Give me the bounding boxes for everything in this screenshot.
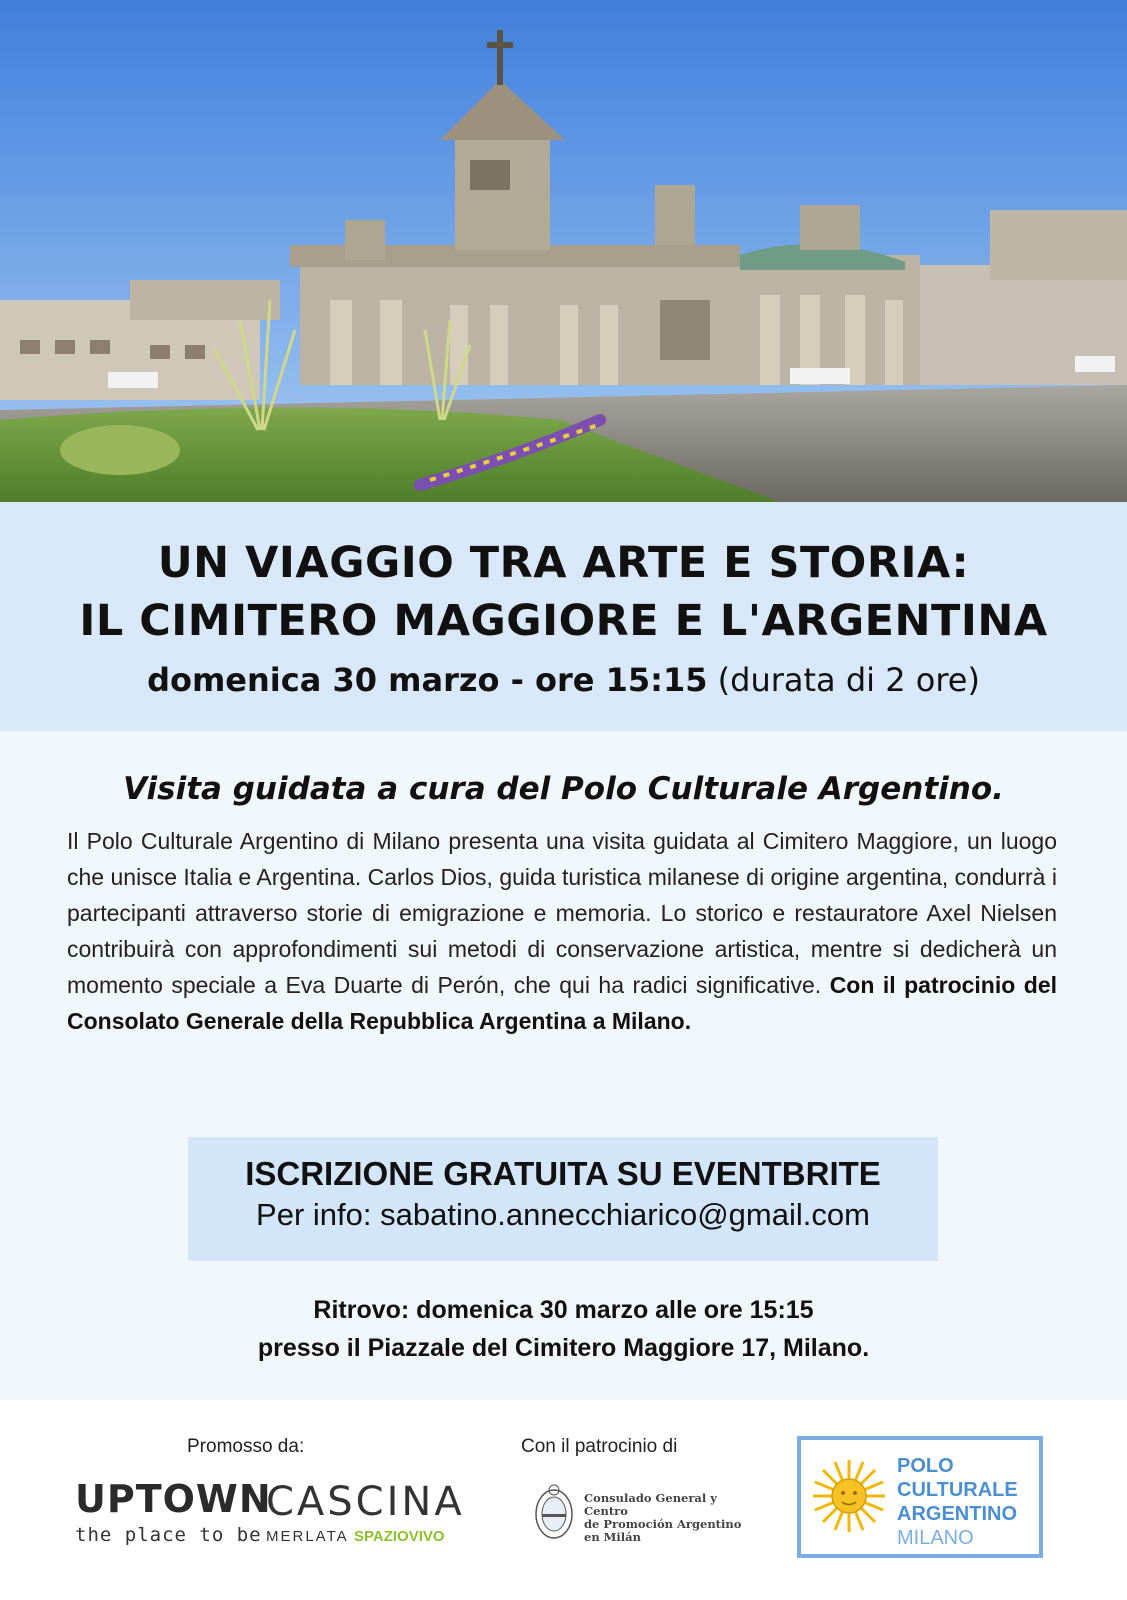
title-line-2: IL CIMITERO MAGGIORE E L'ARGENTINA (79, 596, 1048, 646)
footer (0, 1400, 1127, 1600)
uptown-logo (75, 1477, 272, 1546)
polo-line-3: ARGENTINO (897, 1503, 1017, 1525)
registration-box (188, 1137, 938, 1261)
title-band (0, 502, 1127, 731)
registration-info[interactable]: Per info: sabatino.annecchiarico@gmail.com (256, 1197, 870, 1232)
meeting-line-1: Ritrovo: domenica 30 marzo alle ore 15:15 (313, 1296, 814, 1324)
consulate-line-1: Consulado General y Centro (584, 1491, 717, 1518)
event-date (0, 661, 1127, 699)
uptown-tagline: the place to be (75, 1524, 262, 1546)
event-duration: (durata di 2 ore) (717, 661, 980, 699)
hero-photo (0, 0, 1127, 502)
cascina-logo (266, 1479, 465, 1545)
consulate-logo (532, 1478, 762, 1548)
registration-title: ISCRIZIONE GRATUITA SU EVENTBRITE (245, 1155, 881, 1192)
argentina-seal-icon (532, 1478, 576, 1548)
consulate-line-2: de Promoción Argentino (584, 1517, 742, 1531)
cascina-sub1: MERLATA (266, 1528, 348, 1545)
polo-line-4: MILANO (897, 1527, 974, 1549)
polo-line-2: CULTURALE (897, 1479, 1018, 1501)
consulate-text (584, 1492, 762, 1544)
cascina-sub (266, 1528, 465, 1545)
cascina-name: CASCINA (266, 1479, 465, 1525)
event-date-bold: domenica 30 marzo - ore 15:15 (147, 661, 708, 699)
polo-text (897, 1454, 1018, 1550)
meeting-info (0, 1291, 1127, 1367)
polo-line-1: POLO (897, 1455, 954, 1477)
uptown-name: UPTOWN (75, 1477, 272, 1521)
description-patronage: Con il patrocinio del Consolato Generale della Repubblica Argentina a Milano. (67, 972, 1058, 1034)
title-line-1: UN VIAGGIO TRA ARTE E STORIA: (157, 538, 970, 588)
consulate-line-3: en Milán (584, 1530, 641, 1544)
meeting-line-2: presso il Piazzale del Cimitero Maggiore 17, Milano. (257, 1334, 870, 1362)
promoted-label: Promosso da: (187, 1436, 305, 1457)
description-text: Il Polo Culturale Argentino di Milano presenta una visita guidata al Cimitero Maggiore, un luogo che unisce Italia e Argentina. Carlos Dios, guida turistica milanese di origine argentina, condurrà i partecipanti attraverso storie di emigrazione e memoria. Lo storico e restauratore Axel Nielsen contribuirà con approfondimenti sui metodi di conservazione artistica, mentre si dedicherà un momento speciale a Eva Duarte di Perón, che qui ha radici significative. (67, 828, 1057, 998)
description-paragraph (67, 823, 1057, 1039)
sun-of-may-icon (811, 1458, 887, 1534)
subtitle: Visita guidata a cura del Polo Culturale Argentino. (123, 771, 1004, 807)
cascina-sub2: SPAZIOVIVO (353, 1528, 445, 1545)
polo-culturale-logo (797, 1436, 1043, 1558)
patronage-label: Con il patrocinio di (521, 1436, 678, 1457)
content-section (0, 731, 1127, 1400)
